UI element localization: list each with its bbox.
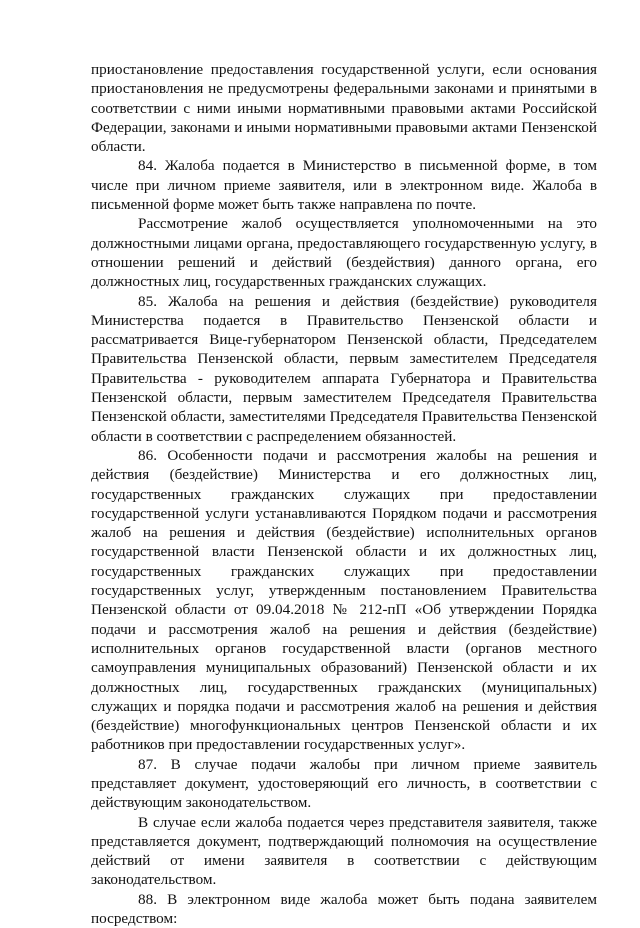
document-page (91, 60, 597, 928)
paragraph-complaint-review: Рассмотрение жалоб осуществляется уполномоченными на это должностными лицами органа, предоставляющего государственную услугу, в отношении решений и действий (бездействия) данного органа, его должностных лиц, государственных гражданских служащих. (91, 215, 597, 291)
paragraph-88-electronic-filing: 88. В электронном виде жалоба может быть подана заявителем посредством: (91, 890, 597, 928)
paragraph-suspension-grounds: приостановление предоставления государственной услуги, если основания приостановления не предусмотрены федеральными законами и принятыми в соответствии с ними иными нормативными правовыми актами Российской Федерации, законами и иными нормативными правовыми актами Пензенской области. (91, 61, 597, 156)
paragraph-85-minister-complaint: 85. Жалоба на решения и действия (бездействие) руководителя Министерства подается в Правительство Пензенской области и рассматривается Вице-губернатором Пензенской области, Председателем Правительства Пензенской области, первым заместителем Председателя Правительства - руководителем аппарата Губернатора и Правительства Пензенской области, первым заместителем Председателя Правительства Пензенской области, заместителями Председателя Правительства Пензенской области в соответствии с распределением обязанностей. (91, 292, 597, 445)
paragraph-87-personal-filing: 87. В случае подачи жалобы при личном приеме заявитель представляет документ, удостоверяющий его личность, в соответствии с действующим законодательством. (91, 755, 597, 812)
paragraph-84-complaint-filing: 84. Жалоба подается в Министерство в письменной форме, в том числе при личном приеме заявителя, или в электронном виде. Жалоба в письменной форме может быть также направлена по почте. (91, 157, 597, 214)
paragraph-representative-filing: В случае если жалоба подается через представителя заявителя, также представляется документ, подтверждающий полномочия на осуществление действий от имени заявителя в соответствии с действующим законодательством. (91, 813, 597, 889)
paragraph-86-complaint-procedure: 86. Особенности подачи и рассмотрения жалобы на решения и действия (бездействие) Министерства и его должностных лиц, государственных гражданских служащих при предоставлении государственной услуги устанавливаются Порядком подачи и рассмотрения жалоб на решения и действия (бездействие) исполнительных органов государственной власти Пензенской области и их должностных лиц, государственных гражданских служащих при предоставлении государственных услуг, утвержденным постановлением Правительства Пензенской области от 09.04.2018 № 212-пП «Об утверждении Порядка подачи и рассмотрения жалоб на решения и действия (бездействие) исполнительных органов государственной власти (органов местного самоуправления муниципальных образований) Пензенской области и их должностных лиц, государственных гражданских (муниципальных) служащих и порядка подачи и рассмотрения жалоб на решения и действия (бездействие) многофункциональных центров Пензенской области и их работников при предоставлении государственных услуг». (91, 446, 597, 754)
